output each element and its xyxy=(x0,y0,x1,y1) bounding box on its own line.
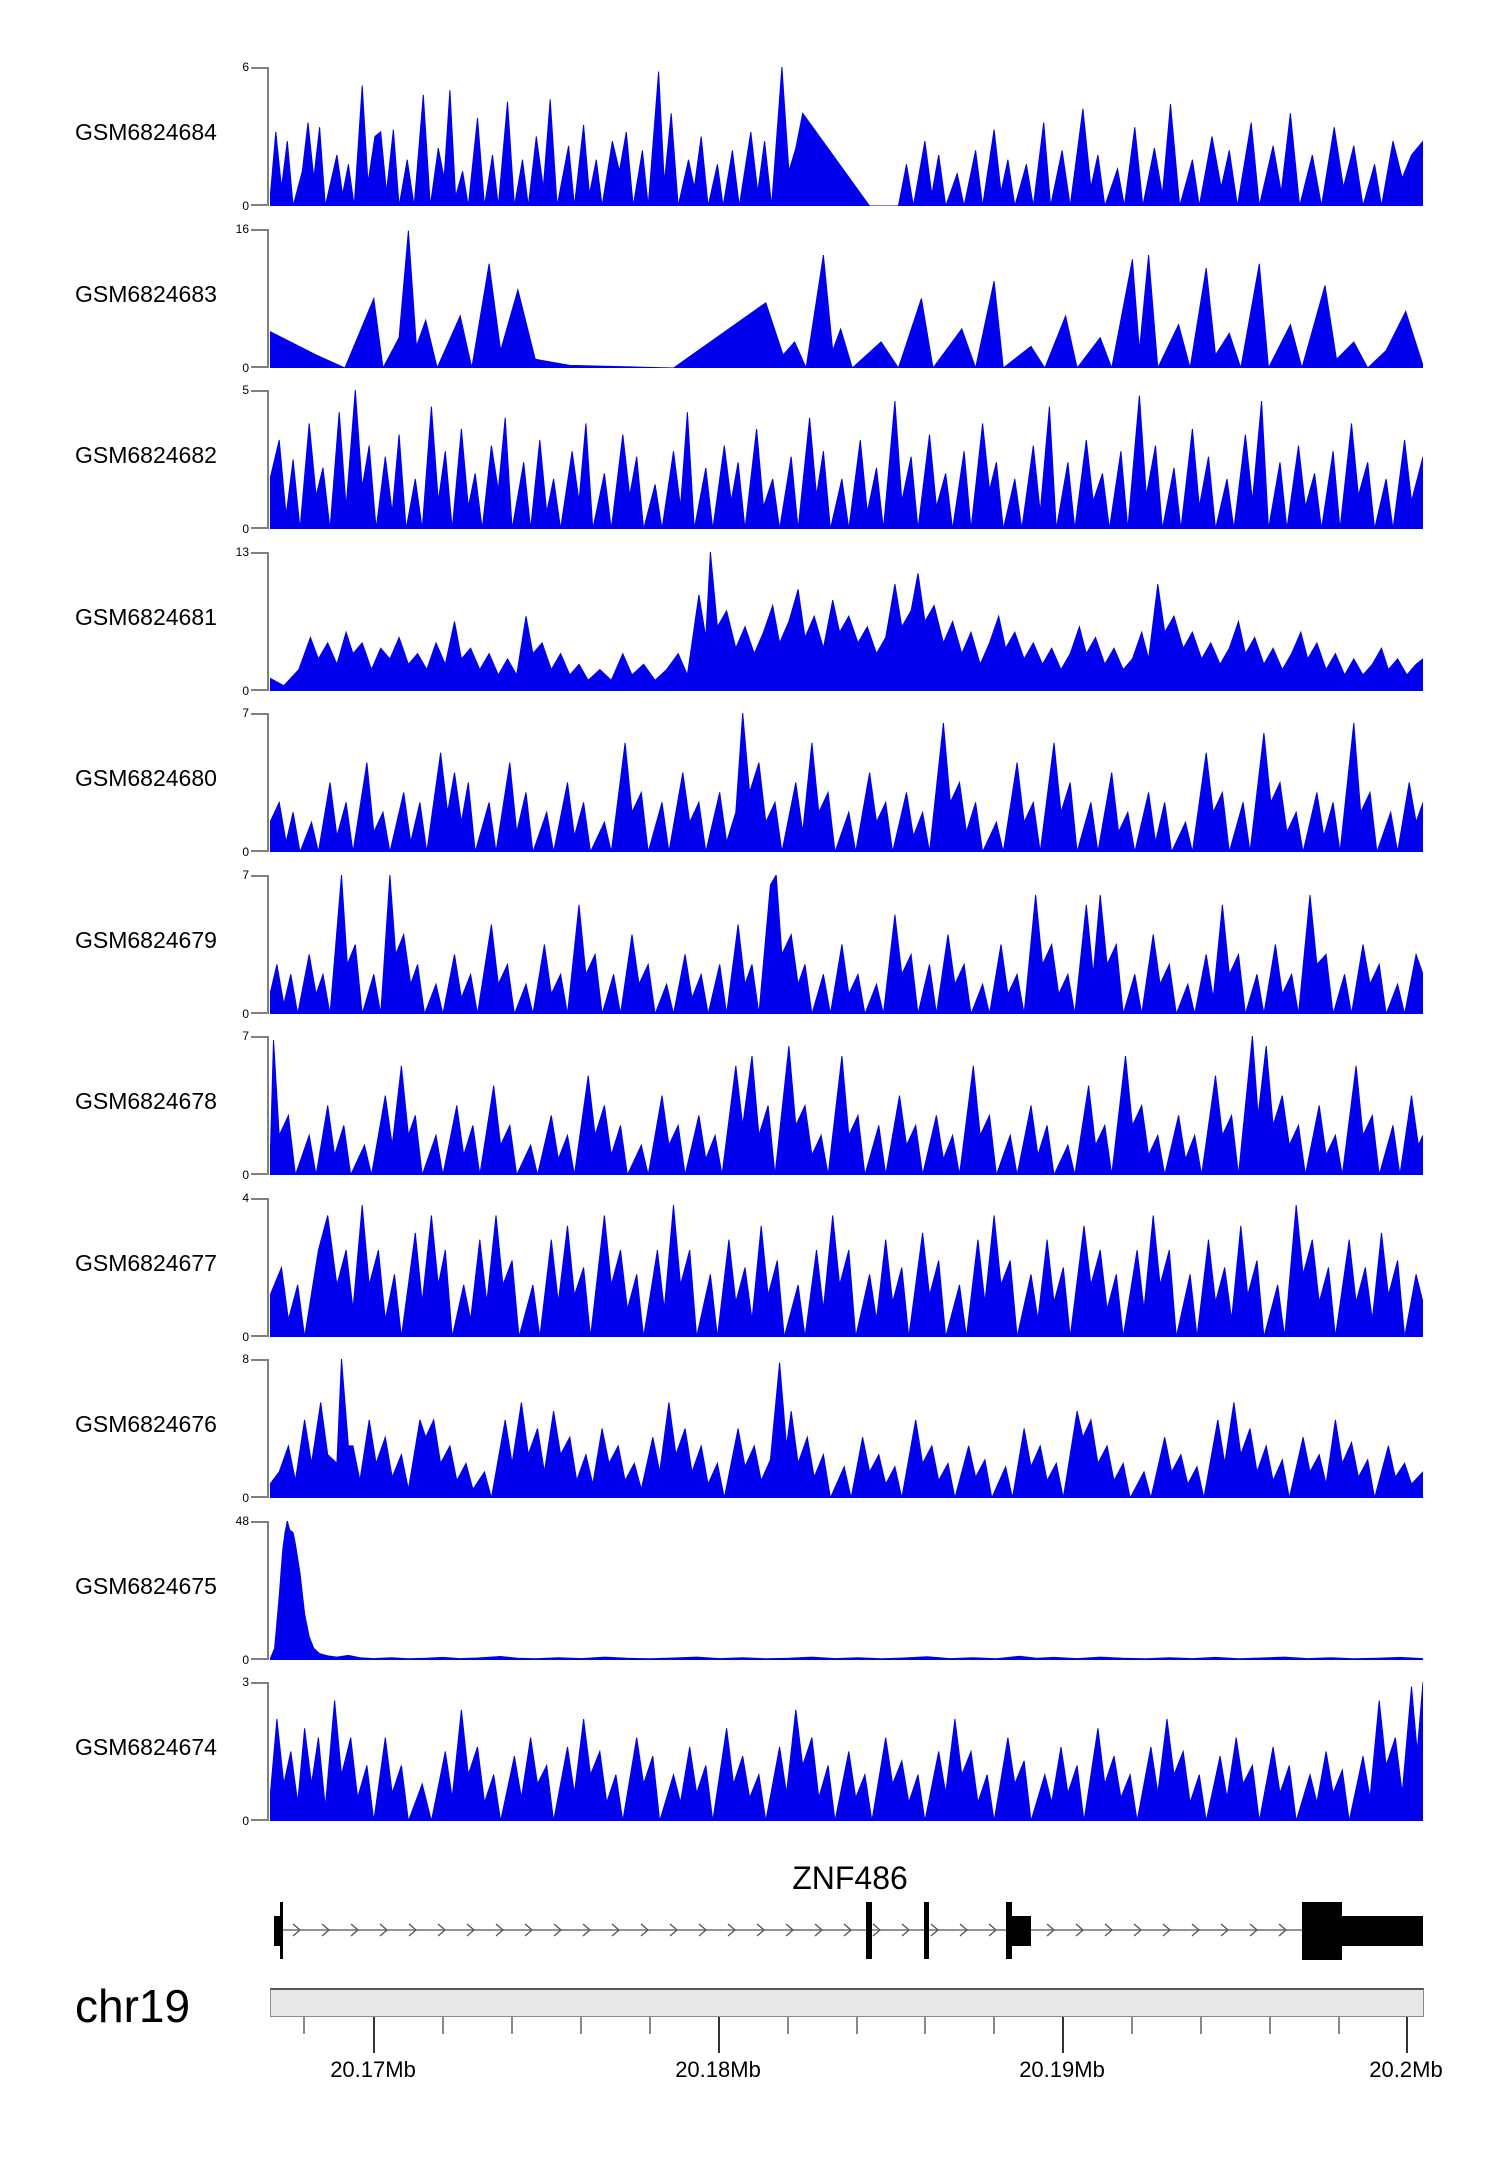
axis-tick-label: 20.2Mb xyxy=(1369,2057,1443,2082)
yaxis-min-label: 0 xyxy=(242,1814,249,1828)
minor-tick xyxy=(1131,2017,1133,2034)
coverage-area xyxy=(270,713,1423,852)
yaxis-max-label: 4 xyxy=(242,1191,249,1205)
yaxis-line xyxy=(267,67,269,206)
minor-tick xyxy=(303,2017,305,2034)
track-label: GSM6824679 xyxy=(75,927,217,953)
gene-model-drawing xyxy=(0,1895,1500,1975)
yaxis-bottom-tick xyxy=(251,527,267,529)
coverage-plot-GSM6824683 xyxy=(270,229,1423,368)
major-tick xyxy=(1406,2017,1408,2053)
yaxis-bottom-tick xyxy=(251,1012,267,1014)
coverage-area xyxy=(270,1036,1423,1175)
yaxis-top-tick xyxy=(251,67,267,69)
yaxis-min-label: 0 xyxy=(242,361,249,375)
yaxis-bottom-tick xyxy=(251,1658,267,1660)
coverage-plot-GSM6824680 xyxy=(270,713,1423,852)
yaxis-top-tick xyxy=(251,552,267,554)
minor-tick xyxy=(993,2017,995,2034)
yaxis-min-label: 0 xyxy=(242,1168,249,1182)
yaxis-min-label: 0 xyxy=(242,1330,249,1344)
yaxis-line xyxy=(267,875,269,1014)
yaxis-min-label: 0 xyxy=(242,845,249,859)
yaxis-top-tick xyxy=(251,1036,267,1038)
coverage-plot-GSM6824674 xyxy=(270,1682,1423,1821)
yaxis-max-label: 16 xyxy=(235,222,249,236)
coverage-plot-GSM6824677 xyxy=(270,1198,1423,1337)
coverage-area xyxy=(270,390,1423,529)
yaxis-top-tick xyxy=(251,1359,267,1361)
major-tick xyxy=(373,2017,375,2053)
coverage-area xyxy=(270,231,1423,368)
yaxis-max-label: 13 xyxy=(235,545,249,559)
coverage-plot-GSM6824678 xyxy=(270,1036,1423,1175)
yaxis-max-label: 7 xyxy=(242,1029,249,1043)
yaxis-max-label: 48 xyxy=(235,1514,249,1528)
coverage-area xyxy=(270,552,1423,691)
coverage-plot-GSM6824682 xyxy=(270,390,1423,529)
exon-block xyxy=(1302,1902,1342,1960)
minor-tick xyxy=(1269,2017,1271,2034)
yaxis-line xyxy=(267,1359,269,1498)
yaxis-line xyxy=(267,1682,269,1821)
yaxis-bottom-tick xyxy=(251,1173,267,1175)
yaxis-line xyxy=(267,1521,269,1660)
coverage-area xyxy=(270,1682,1423,1821)
yaxis-line xyxy=(267,713,269,852)
minor-tick xyxy=(1200,2017,1202,2034)
track-label: GSM6824684 xyxy=(75,119,217,145)
yaxis-line xyxy=(267,1036,269,1175)
exon-block xyxy=(1006,1902,1012,1959)
yaxis-min-label: 0 xyxy=(242,684,249,698)
yaxis-max-label: 6 xyxy=(242,60,249,74)
exon-block xyxy=(924,1902,929,1959)
track-label: GSM6824681 xyxy=(75,604,217,630)
yaxis-top-tick xyxy=(251,713,267,715)
major-tick xyxy=(1062,2017,1064,2053)
coverage-area xyxy=(270,1359,1423,1498)
track-label: GSM6824683 xyxy=(75,281,217,307)
coverage-plot-GSM6824681 xyxy=(270,552,1423,691)
minor-tick xyxy=(856,2017,858,2034)
coverage-plot-GSM6824675 xyxy=(270,1521,1423,1660)
yaxis-bottom-tick xyxy=(251,1496,267,1498)
chromosome-bar xyxy=(270,1988,1424,2017)
yaxis-min-label: 0 xyxy=(242,199,249,213)
yaxis-bottom-tick xyxy=(251,1335,267,1337)
track-label: GSM6824674 xyxy=(75,1734,217,1760)
coverage-area xyxy=(270,1521,1423,1660)
coverage-area xyxy=(270,1205,1423,1337)
minor-tick xyxy=(580,2017,582,2034)
minor-tick xyxy=(649,2017,651,2034)
track-label: GSM6824680 xyxy=(75,765,217,791)
yaxis-min-label: 0 xyxy=(242,522,249,536)
exon-block xyxy=(1012,1916,1031,1946)
axis-tick-label: 20.19Mb xyxy=(1019,2057,1105,2082)
exon-block xyxy=(866,1902,872,1959)
yaxis-line xyxy=(267,390,269,529)
yaxis-line xyxy=(267,229,269,368)
minor-tick xyxy=(924,2017,926,2034)
axis-tick-label: 20.17Mb xyxy=(330,2057,416,2082)
minor-tick xyxy=(1338,2017,1340,2034)
minor-tick xyxy=(442,2017,444,2034)
exon-block xyxy=(280,1902,283,1959)
coverage-plot-GSM6824676 xyxy=(270,1359,1423,1498)
yaxis-bottom-tick xyxy=(251,689,267,691)
track-label: GSM6824677 xyxy=(75,1250,217,1276)
yaxis-bottom-tick xyxy=(251,366,267,368)
track-label: GSM6824675 xyxy=(75,1573,217,1599)
yaxis-top-tick xyxy=(251,1682,267,1684)
yaxis-bottom-tick xyxy=(251,1819,267,1821)
yaxis-top-tick xyxy=(251,875,267,877)
coverage-area xyxy=(270,67,1423,206)
yaxis-bottom-tick xyxy=(251,850,267,852)
yaxis-bottom-tick xyxy=(251,204,267,206)
yaxis-line xyxy=(267,1198,269,1337)
coverage-plot-GSM6824679 xyxy=(270,875,1423,1014)
yaxis-top-tick xyxy=(251,390,267,392)
gene-name-label: ZNF486 xyxy=(792,1860,908,1896)
coverage-area xyxy=(270,875,1423,1014)
yaxis-line xyxy=(267,552,269,691)
yaxis-max-label: 3 xyxy=(242,1675,249,1689)
track-label: GSM6824676 xyxy=(75,1411,217,1437)
yaxis-max-label: 7 xyxy=(242,868,249,882)
track-label: GSM6824678 xyxy=(75,1088,217,1114)
axis-tick-label: 20.18Mb xyxy=(675,2057,761,2082)
yaxis-min-label: 0 xyxy=(242,1491,249,1505)
yaxis-max-label: 8 xyxy=(242,1352,249,1366)
yaxis-min-label: 0 xyxy=(242,1653,249,1667)
exon-block xyxy=(1342,1916,1423,1946)
coverage-plot-GSM6824684 xyxy=(270,67,1423,206)
major-tick xyxy=(718,2017,720,2053)
minor-tick xyxy=(511,2017,513,2034)
yaxis-top-tick xyxy=(251,1521,267,1523)
yaxis-max-label: 7 xyxy=(242,706,249,720)
yaxis-top-tick xyxy=(251,1198,267,1200)
yaxis-top-tick xyxy=(251,229,267,231)
yaxis-max-label: 5 xyxy=(242,383,249,397)
track-label: GSM6824682 xyxy=(75,442,217,468)
chromosome-name-label: chr19 xyxy=(75,1980,191,2032)
minor-tick xyxy=(787,2017,789,2034)
yaxis-min-label: 0 xyxy=(242,1007,249,1021)
